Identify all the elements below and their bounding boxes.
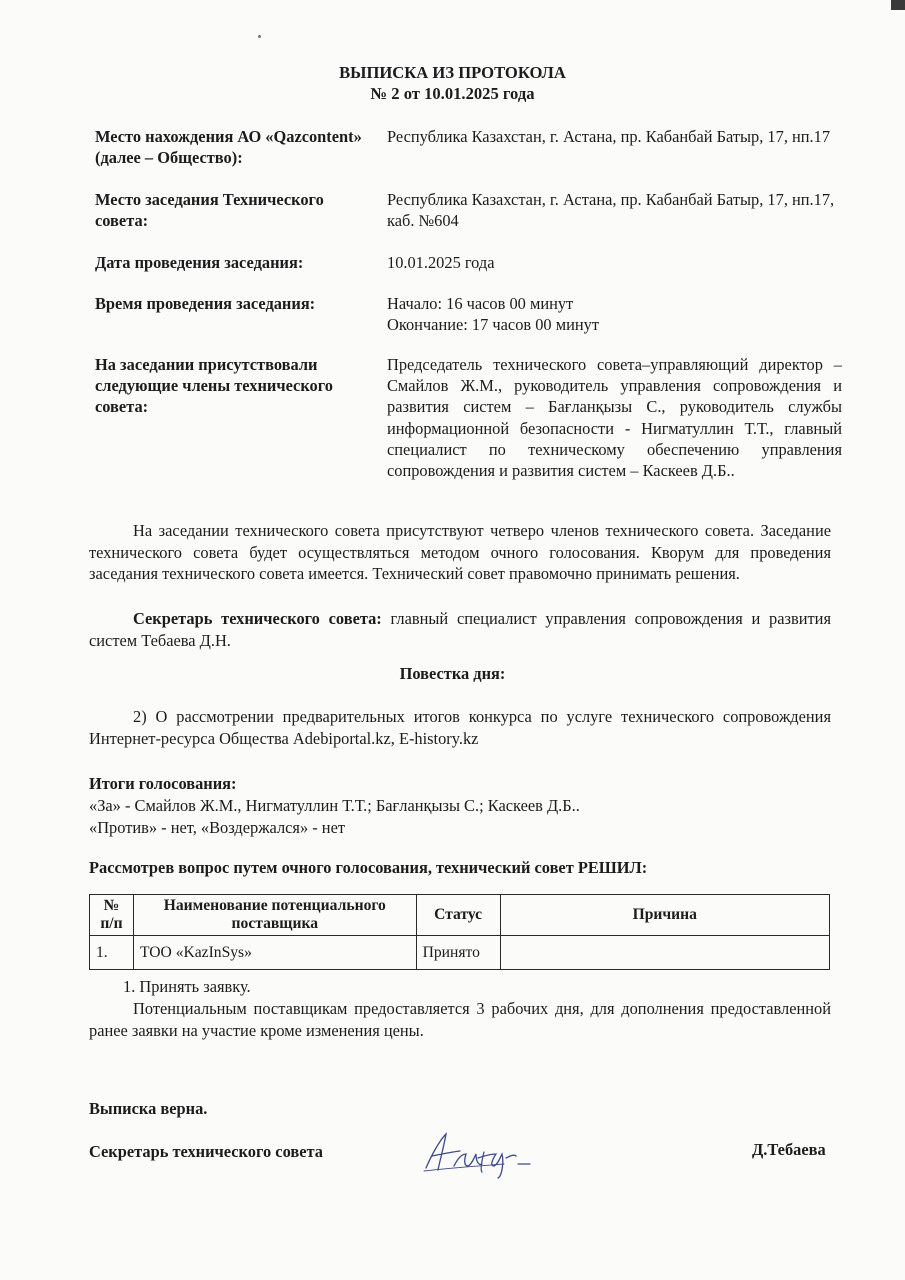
cell-number: 1. (90, 936, 134, 970)
info-value: Республика Казахстан, г. Астана, пр. Кабанбай Батыр, 17, нп.17, каб. №604 (387, 190, 835, 230)
secretary-text: главный специалист управления сопровождения и развития систем Тебаева Д.Н. (89, 609, 831, 650)
info-label: Место нахождения АО «Qazcontent» (далее – Общество): (95, 127, 362, 167)
cell-reason (500, 936, 829, 970)
secretary-paragraph (89, 608, 831, 651)
document-title: ВЫПИСКА ИЗ ПРОТОКОЛА (339, 63, 566, 82)
secretary-label: Секретарь технического совета: (133, 609, 382, 628)
column-header-supplier: Наименование потенциального поставщика (133, 895, 416, 936)
column-header-reason: Причина (500, 895, 829, 936)
signer-name: Д.Тебаева (752, 1140, 826, 1159)
table-header-row (90, 895, 830, 936)
resolution-item: 1. Принять заявку. (123, 977, 251, 996)
signer-role: Секретарь технического совета (89, 1142, 323, 1161)
document-title-block (0, 62, 905, 104)
agenda-item: 2) О рассмотрении предварительных итогов конкурса по услуге технического сопровождения Интернет-ресурса Общества Adebiportal.kz, E-history.kz (89, 707, 831, 748)
handwritten-signature (418, 1124, 536, 1180)
info-label: Дата проведения заседания: (95, 253, 304, 272)
info-value: Председатель технического совета–управляющий директор – Смайлов Ж.М., руководитель управления сопровождения и развития систем – Бағланқызы С., руководитель службы информационной безопасности - Нигматуллин Т.Т., главный специалист по техническому обеспечению управления сопровождения и развития систем – Каскеев Д.Б.. (387, 355, 842, 481)
scan-edge-mark (891, 0, 905, 10)
voting-heading: Итоги голосования: (89, 774, 237, 793)
info-label: На заседании присутствовали следующие члены технического совета: (95, 355, 333, 416)
quorum-paragraph: На заседании технического совета присутствуют четверо членов технического совета. Заседание технического совета будет осуществляться методом очного голосования. Кворум для проведения заседания технического совета имеется. Технический совет правомочно принимать решения. (89, 521, 831, 583)
info-label: Время проведения заседания: (95, 294, 316, 313)
extract-verified: Выписка верна. (89, 1099, 208, 1118)
agenda-heading: Повестка дня: (399, 664, 506, 683)
info-label: Место заседания Технического совета: (95, 190, 324, 230)
voting-for: «За» - Смайлов Ж.М., Нигматуллин Т.Т.; Бағланқызы С.; Каскеев Д.Б.. (89, 796, 580, 815)
info-value: Республика Казахстан, г. Астана, пр. Кабанбай Батыр, 17, нп.17 (387, 127, 831, 146)
resolution-text: Потенциальным поставщикам предоставляется 3 рабочих дня, для дополнения предоставленной ранее заявки на участие кроме изменения цены. (89, 999, 831, 1040)
scan-dot (258, 35, 261, 38)
voting-against: «Против» - нет, «Воздержался» - нет (89, 818, 346, 837)
decision-heading: Рассмотрев вопрос путем очного голосования, технический совет РЕШИЛ: (89, 858, 648, 877)
decision-table (89, 894, 830, 970)
column-header-number: № п/п (90, 895, 134, 936)
start-time: Начало: 16 часов 00 минут (387, 294, 574, 313)
info-value-time (387, 293, 842, 335)
column-header-status: Статус (416, 895, 500, 936)
end-time: Окончание: 17 часов 00 минут (387, 315, 599, 334)
document-subtitle: № 2 от 10.01.2025 года (370, 84, 535, 103)
table-row (90, 936, 830, 970)
cell-status: Принято (416, 936, 500, 970)
info-value: 10.01.2025 года (387, 253, 495, 272)
cell-supplier: ТОО «KazInSys» (133, 936, 416, 970)
